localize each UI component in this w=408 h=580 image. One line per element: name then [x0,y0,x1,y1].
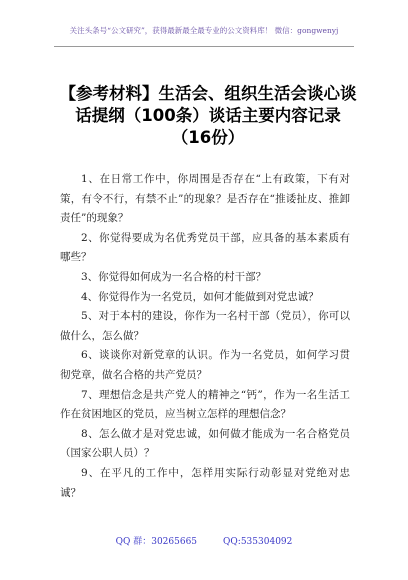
list-item: 3、你觉得如何成为一名合格的村干部？ [81,270,267,283]
list-item: 1、在日常工作中，你周围是否存在“上有政策，下有对策，有令不行，有禁不止”的现象？是否存在“推诿扯皮、推卸责任”的现象？ [60,173,350,225]
list-item: 8、怎么做才是对党忠诚，如何做才能成为一名合格党员（国家公职人员）？ [60,427,350,460]
header-divider [54,46,354,47]
question-list [60,170,350,503]
list-item: 6、谈谈你对新党章的认识。作为一名党员，如何学习贯彻党章，做名合格的共产党员？ [60,349,350,381]
header-note: 关注头条号“公文研究”，获得最新最全最专业的公文资料库！ 微信：gongwenyj [69,26,339,35]
list-item: 4、你觉得作为一名党员，如何才能做到对党忠诚？ [81,290,319,303]
footer-contact [0,536,408,548]
list-item: 2、你觉得要成为名优秀党员干部，应具备的基本素质有哪些？ [60,231,350,264]
document-title: 【参考材料】生活会、组织生活会谈心谈话提纲（100条）谈话主要内容记录（16份） [59,84,357,147]
list-item: 5、对于本村的建设，你作为一名村干部（党员），你可以做什么，怎么做？ [60,310,350,342]
footer-qq: QQ:535304092 [223,537,293,547]
footer-qq-group: QQ 群：30265665 [115,537,198,547]
list-item: 7、理想信念是共产党人的精神之“钙”，作为一名生活工作在贫困地区的党员，应当树立怎样的理想信念？ [60,388,350,421]
list-item: 9、在平凡的工作中，怎样用实际行动彰显对党绝对忠诚？ [60,466,350,499]
